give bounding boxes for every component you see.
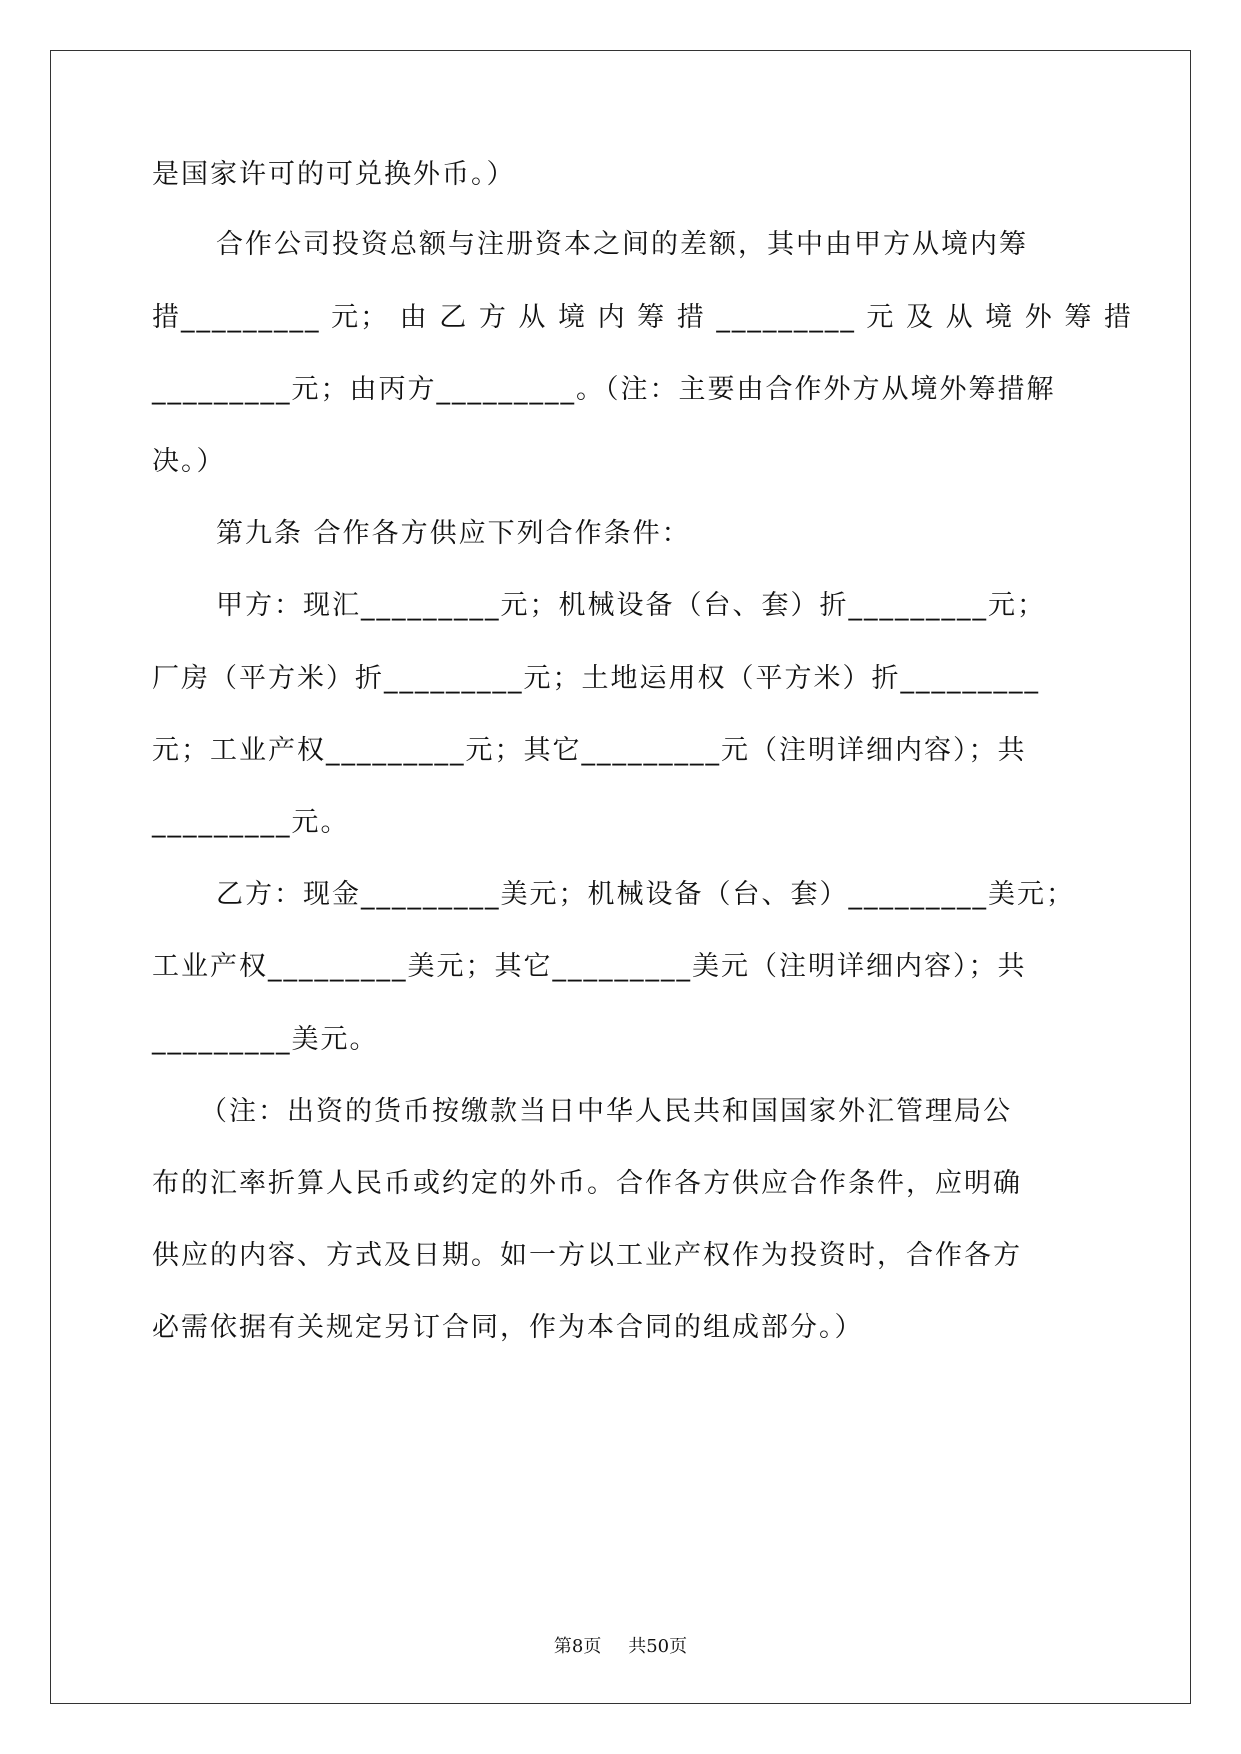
section-heading: 第九条 合作各方供应下列合作条件：	[216, 518, 691, 549]
body-line: 合作公司投资总额与注册资本之间的差额，其中由甲方从境内筹	[216, 229, 1028, 260]
body-line: 决。）	[152, 446, 226, 477]
body-line: 元；工业产权_________元；其它_________元（注明详细内容）；共	[152, 735, 1027, 766]
body-line: 供应的内容、方式及日期。如一方以工业产权作为投资时，合作各方	[152, 1240, 1022, 1271]
body-line: 乙方：现金_________美元；机械设备（台、套）_________美元；	[216, 879, 1075, 910]
body-line: 厂房（平方米）折_________元；土地运用权（平方米）折_________	[152, 663, 1040, 694]
page-number: 第8页	[553, 1636, 602, 1657]
page-footer	[0, 1632, 1241, 1658]
body-line: _________元；由丙方_________。（注：主要由合作外方从境外筹措解	[152, 374, 1056, 405]
body-line: 甲方：现汇_________元；机械设备（台、套）折_________元；	[216, 590, 1046, 621]
body-line: 布的汇率折算人民币或约定的外币。合作各方供应合作条件，应明确	[152, 1168, 1022, 1199]
body-line: _________元。	[152, 807, 350, 838]
body-line: 必需依据有关规定另订合同，作为本合同的组成部分。）	[152, 1312, 864, 1343]
note-line: （注：出资的货币按缴款当日中华人民共和国国家外汇管理局公	[200, 1096, 1012, 1127]
body-line: _________美元。	[152, 1024, 379, 1055]
body-line: 是国家许可的可兑换外币。）	[152, 159, 516, 190]
body-line: 工业产权_________美元；其它_________美元（注明详细内容）；共	[152, 951, 1027, 982]
body-line: 措_________ 元； 由 乙 方 从 境 内 筹 措 _________ 元 及 从 境 外 筹 措	[152, 302, 1133, 333]
page-total: 共50页	[628, 1636, 688, 1657]
